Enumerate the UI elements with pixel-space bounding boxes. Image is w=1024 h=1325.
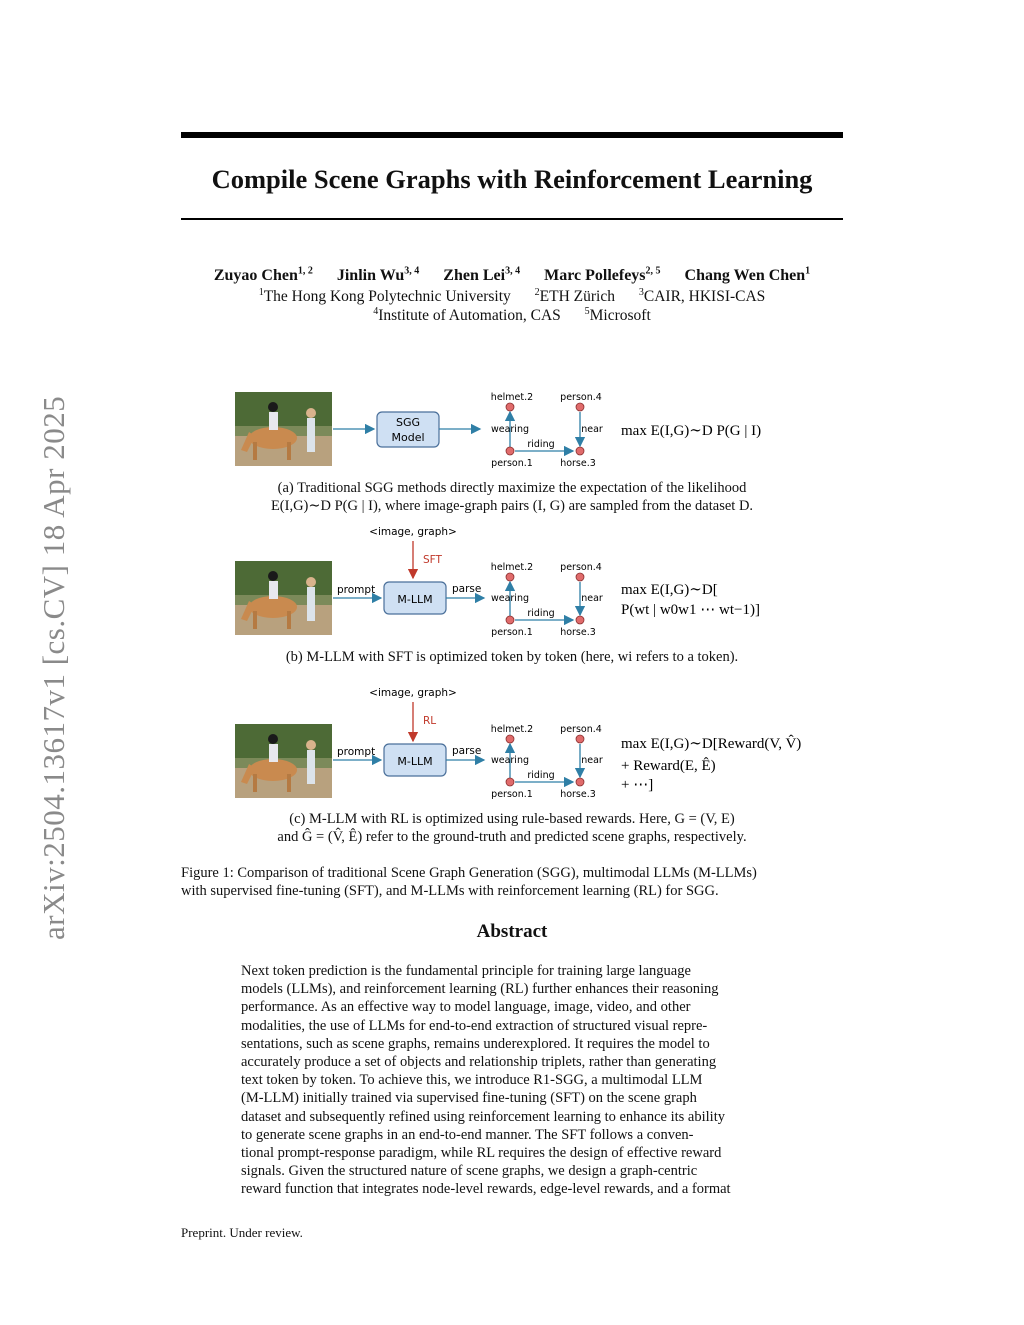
graph-node [576, 573, 584, 581]
graph-node [576, 616, 584, 624]
affiliation: $^1$The Hong Kong Polytechnic University [258, 287, 511, 306]
author: Marc Pollefeys$^{2, 5}$ [544, 266, 661, 285]
panel-c [333, 687, 801, 800]
graph-node [506, 778, 514, 786]
graph-node [576, 778, 584, 786]
abstract-body [241, 962, 784, 1199]
graph-node [506, 447, 514, 455]
panel-a [333, 392, 761, 469]
author: Jinlin Wu$^{3, 4}$ [336, 266, 420, 285]
abstract-line: accurately produce a set of objects and relationship triplets, rather than generating [241, 1054, 717, 1071]
edge-label: wearing [490, 593, 530, 604]
title-top-rule [181, 132, 843, 138]
graph-node [506, 573, 514, 581]
node-label: person.1 [491, 627, 533, 638]
node-label: person.4 [560, 562, 602, 573]
sgg-model-label: SGG [395, 416, 421, 429]
abstract-line: sentations, such as scene graphs, remains underexplored. It requires the model to [241, 1035, 710, 1052]
edge-label: near [581, 755, 603, 766]
abstract-line: signals. Given the structured nature of scene graphs, we design a graph-centric [241, 1163, 698, 1180]
affiliation: $^4$Institute of Automation, CAS [373, 306, 561, 325]
node-label: person.1 [491, 789, 533, 800]
graph-node [576, 735, 584, 743]
node-label: person.1 [491, 458, 533, 469]
top-input-label: <image, graph> [369, 687, 457, 699]
abstract-line: models (LLMs), and reinforcement learning (RL) further enhances their reasoning [241, 981, 719, 998]
mllm-label: M-LLM [397, 593, 433, 606]
abstract-line: (M-LLM) initially trained via supervised fine-tuning (SFT) on the scene graph [241, 1090, 697, 1107]
abstract-heading: Abstract [476, 921, 548, 942]
subcaption-b: (b) M-LLM with SFT is optimized token by token (here, wi refers to a token). [285, 649, 739, 665]
abstract-line: modalities, the use of LLMs for end-to-end extraction of structured visual repre- [241, 1017, 708, 1034]
sgg-model-label: Model [391, 431, 425, 444]
author: Chang Wen Chen$^1$ [684, 266, 811, 285]
footer-note: Preprint. Under review. [181, 1225, 303, 1240]
parse-label: parse [452, 745, 482, 757]
author: Zhen Lei$^{3, 4}$ [443, 266, 521, 285]
objective-formula: max E(I,G)∼D[Reward(V, V̂) [621, 736, 802, 752]
node-label: helmet.2 [490, 392, 534, 403]
abstract-line: Next token prediction is the fundamental principle for training large language [241, 963, 691, 979]
paper-title: Compile Scene Graphs with Reinforcement Learning [211, 164, 813, 194]
subcaption-a: (a) Traditional SGG methods directly maximize the expectation of the likelihood E(I,G)∼D P(G | I), where image-graph pairs (I, G) are sampled from the dataset D. [270, 480, 754, 514]
edge-label: riding [527, 770, 555, 781]
objective-formula: + Reward(E, Ê) [621, 758, 716, 774]
objective-formula: P(wt | w0w1 ⋯ wt−1)] [621, 602, 760, 618]
abstract-line: text token by token. To achieve this, we introduce R1-SGG, a multimodal LLM [241, 1072, 703, 1089]
edge-label: wearing [490, 424, 530, 435]
arxiv-identifier: arXiv:2504.13617v1 [cs.CV] 18 Apr 2025 [36, 395, 71, 940]
affiliation: $^2$ETH Zürich [534, 287, 615, 306]
signal-label: RL [423, 715, 437, 727]
affiliation-line-2 [0, 306, 1024, 325]
edge-label: riding [527, 439, 555, 450]
objective-formula: max E(I,G)∼D P(G | I) [621, 423, 762, 439]
node-label: person.4 [560, 392, 602, 403]
figure-diagram [0, 380, 1024, 810]
parse-label: parse [452, 583, 482, 595]
subcaption-c: (c) M-LLM with RL is optimized using rule-based rewards. Here, G = (V, E) and Ĝ = (V̂, Ê) refer to the ground-truth and predicted scene graphs, respectively. [277, 811, 747, 845]
mllm-label: M-LLM [397, 755, 433, 768]
affiliation-line-1 [0, 287, 1024, 306]
affiliation: $^3$CAIR, HKISI-CAS [638, 287, 766, 306]
node-label: helmet.2 [490, 562, 534, 573]
figure-caption: Figure 1: Comparison of traditional Scene Graph Generation (SGG), multimodal LLMs (M-LLMs) with supervised fine-tuning (SFT), and M-LLMs with reinforcement learning (RL) for SGG. [181, 865, 757, 899]
prompt-label: prompt [337, 584, 376, 596]
node-label: horse.3 [560, 458, 596, 469]
edge-label: near [581, 424, 603, 435]
graph-node [576, 403, 584, 411]
prompt-label: prompt [337, 746, 376, 758]
author-list [0, 266, 1024, 285]
abstract-line: dataset and subsequently refined using reinforcement learning to enhance its ability [241, 1108, 725, 1125]
panel-b [333, 526, 760, 638]
objective-formula: + ⋯] [621, 777, 654, 793]
node-label: horse.3 [560, 789, 596, 800]
edge-label: near [581, 593, 603, 604]
title-bottom-rule [181, 218, 843, 220]
graph-node [506, 616, 514, 624]
abstract-line: reward function that integrates node-level rewards, edge-level rewards, and a format [241, 1181, 731, 1198]
signal-label: SFT [423, 554, 442, 566]
author: Zuyao Chen$^{1, 2}$ [213, 266, 313, 285]
node-label: helmet.2 [490, 724, 534, 735]
edge-label: wearing [490, 755, 530, 766]
abstract-line: tional prompt-response paradigm, while RL requires the design of effective reward [241, 1145, 722, 1162]
graph-node [506, 735, 514, 743]
objective-formula: max E(I,G)∼D[ [621, 582, 718, 598]
graph-node [576, 447, 584, 455]
affiliation: $^5$Microsoft [584, 306, 651, 325]
top-input-label: <image, graph> [369, 526, 457, 538]
edge-label: riding [527, 608, 555, 619]
abstract-line: to generate scene graphs in an end-to-end manner. The SFT follows a conven- [241, 1126, 694, 1143]
graph-node [506, 403, 514, 411]
node-label: horse.3 [560, 627, 596, 638]
node-label: person.4 [560, 724, 602, 735]
abstract-line: performance. As an effective way to model language, image, video, and other [241, 999, 691, 1016]
